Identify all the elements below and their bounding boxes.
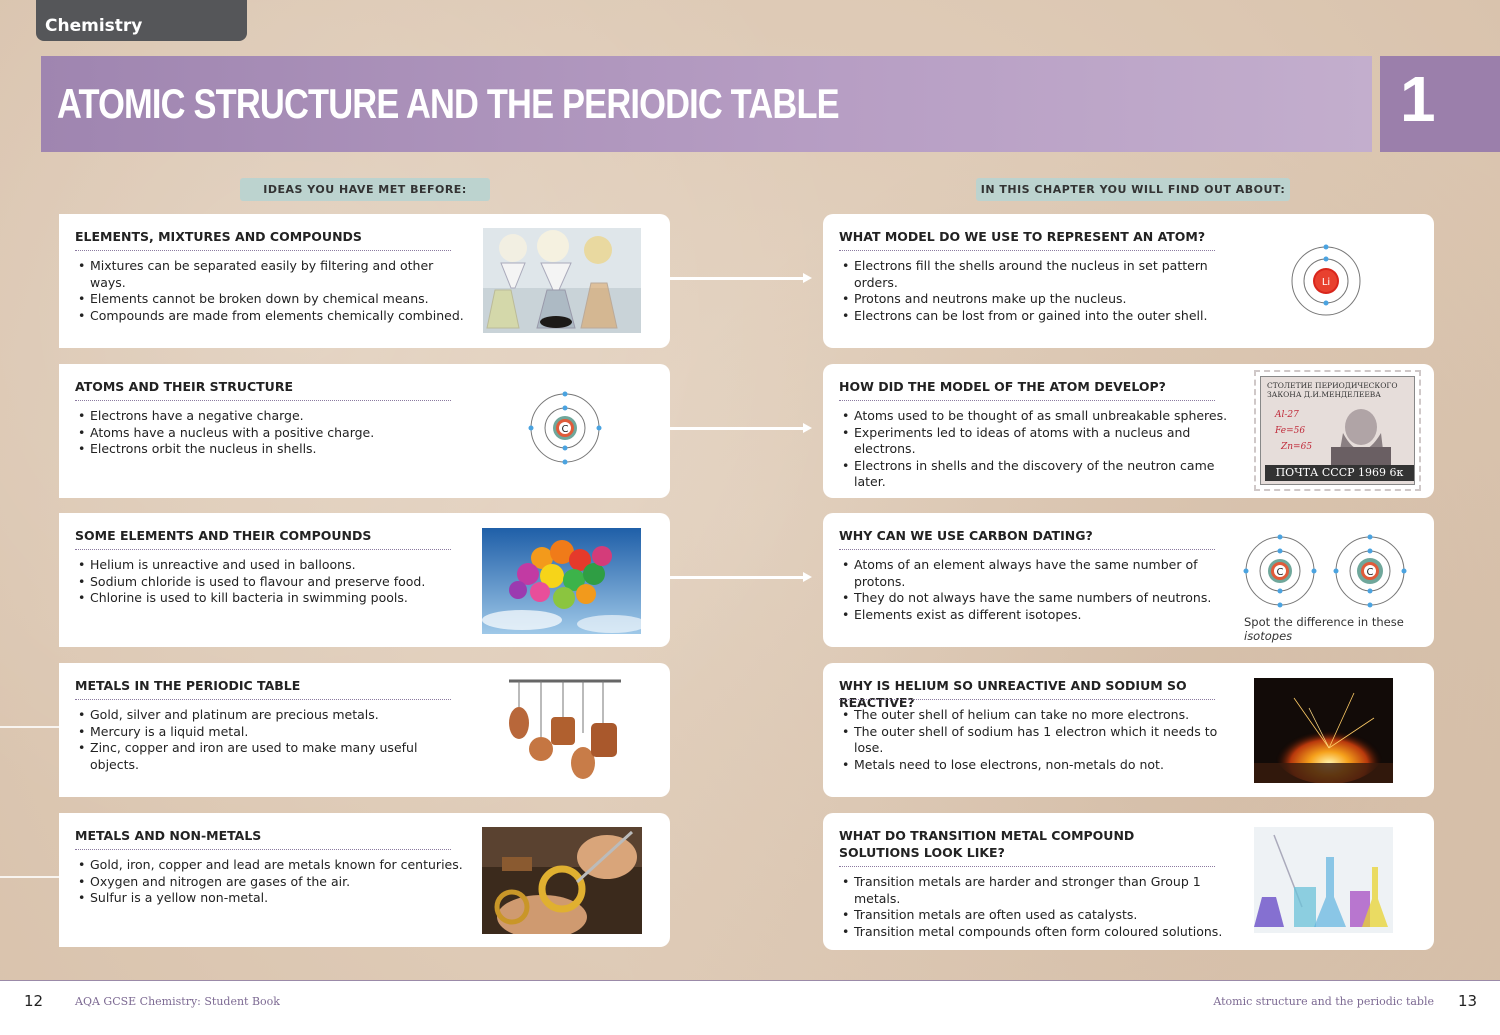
card-bullets — [839, 557, 1229, 623]
bullet-item: • Sulfur is a yellow non-metal. — [75, 890, 465, 907]
right-page-number: 13 — [1458, 992, 1478, 1010]
right-card-helium-sodium — [823, 663, 1434, 797]
isotopes-caption — [1244, 615, 1404, 643]
bullet-item: • The outer shell of sodium has 1 electron which it needs to lose. — [839, 724, 1229, 757]
section-label-chapter: IN THIS CHAPTER YOU WILL FIND OUT ABOUT: — [976, 178, 1290, 201]
card-title: METALS IN THE PERIODIC TABLE — [75, 678, 301, 693]
right-card-transition-metals — [823, 813, 1434, 950]
bullet-item: • Metals need to lose electrons, non-metals do not. — [839, 757, 1229, 774]
card-title: WHY CAN WE USE CARBON DATING? — [839, 528, 1093, 543]
mendeleev-stamp — [1254, 370, 1421, 491]
lithium-atom-diagram — [1287, 242, 1367, 322]
card-title: HOW DID THE MODEL OF THE ATOM DEVELOP? — [839, 379, 1166, 394]
left-card-elements-mixtures — [59, 214, 670, 348]
card-divider — [75, 250, 451, 251]
card-title: ATOMS AND THEIR STRUCTURE — [75, 379, 293, 394]
coloured-solutions-photo — [1254, 827, 1393, 933]
chapter-number: 1 — [1400, 63, 1436, 135]
card-divider — [75, 849, 451, 850]
bullet-item: • Transition metals are often used as catalysts. — [839, 907, 1229, 924]
bullet-item: • Electrons have a negative charge. — [75, 408, 465, 425]
left-card-atoms-structure — [59, 364, 670, 498]
bullet-item: • They do not always have the same numbers of neutrons. — [839, 590, 1229, 607]
card-bullets — [839, 258, 1229, 324]
right-card-carbon-dating — [823, 513, 1434, 647]
bullet-item: • Atoms of an element always have the same number of protons. — [839, 557, 1229, 590]
card-divider — [839, 250, 1215, 251]
connector-arrow — [670, 277, 806, 280]
left-card-metals-periodic — [59, 663, 670, 797]
atom-symbol: C — [561, 424, 569, 435]
card-divider — [75, 549, 451, 550]
card-bullets — [839, 707, 1229, 773]
bullet-item: • Zinc, copper and iron are used to make many useful objects. — [75, 740, 465, 773]
connector-arrow — [670, 576, 806, 579]
isotope-atom — [1334, 535, 1407, 608]
chapter-title: ATOMIC STRUCTURE AND THE PERIODIC TABLE — [57, 80, 839, 127]
section-label-before: IDEAS YOU HAVE MET BEFORE: — [240, 178, 490, 201]
chapter-banner — [41, 56, 1372, 152]
bullet-item: • Chlorine is used to kill bacteria in swimming pools. — [75, 590, 465, 607]
connector-arrow — [670, 427, 806, 430]
bullet-item: • Transition metals are harder and stronger than Group 1 metals. — [839, 874, 1229, 907]
chapter-running-title: Atomic structure and the periodic table — [1213, 995, 1434, 1008]
sodium-reaction-photo — [1254, 678, 1393, 783]
bullet-item: • Helium is unreactive and used in balloons. — [75, 557, 465, 574]
atom-symbol: Li — [1321, 277, 1331, 288]
card-title: SOME ELEMENTS AND THEIR COMPOUNDS — [75, 528, 372, 543]
card-divider — [839, 699, 1215, 700]
card-bullets — [75, 258, 465, 324]
right-card-atom-model — [823, 214, 1434, 348]
mendeleev-portrait — [1261, 397, 1415, 467]
stamp-face — [1260, 376, 1415, 485]
lab-filtering-photo — [483, 228, 641, 333]
bullet-item: • Experiments led to ideas of atoms with a nucleus and electrons. — [839, 425, 1229, 458]
card-bullets — [839, 874, 1229, 940]
incoming-line — [0, 876, 59, 878]
bullet-item: • Atoms have a nucleus with a positive charge. — [75, 425, 465, 442]
carbon-isotopes-diagram — [1241, 531, 1411, 615]
card-divider — [839, 866, 1215, 867]
bullet-item: • Sodium chloride is used to flavour and preserve food. — [75, 574, 465, 591]
left-page-number: 12 — [24, 992, 44, 1010]
bullet-item: • Mixtures can be separated easily by filtering and other ways. — [75, 258, 465, 291]
card-divider — [75, 400, 451, 401]
chapter-number-box — [1380, 56, 1500, 152]
bullet-item: • Oxygen and nitrogen are gases of the air. — [75, 874, 465, 891]
book-title: AQA GCSE Chemistry: Student Book — [75, 995, 280, 1008]
bullet-item: • Electrons fill the shells around the nucleus in set pattern orders. — [839, 258, 1229, 291]
atom-symbol: C — [1366, 567, 1374, 578]
bullet-item: • Atoms used to be thought of as small unbreakable spheres. — [839, 408, 1229, 425]
right-card-atom-history — [823, 364, 1434, 498]
bullet-item: • Electrons in shells and the discovery of the neutron came later. — [839, 458, 1229, 491]
isotope-atom — [1244, 535, 1317, 608]
card-divider — [75, 699, 451, 700]
stamp-bottom-text: ПОЧТА СССР 1969 6к — [1265, 465, 1414, 481]
card-bullets — [75, 557, 465, 607]
card-divider — [839, 549, 1215, 550]
subject-tab — [36, 0, 247, 41]
bullet-item: • Electrons can be lost from or gained into the outer shell. — [839, 308, 1229, 325]
bullet-item: • Compounds are made from elements chemically combined. — [75, 308, 465, 325]
incoming-line — [0, 726, 59, 728]
caption-italic: isotopes — [1244, 629, 1293, 643]
goldsmith-photo — [482, 827, 642, 934]
left-card-metals-nonmetals — [59, 813, 670, 947]
footer — [0, 981, 1500, 1035]
card-title: WHY IS HELIUM SO UNREACTIVE AND SODIUM SO REACTIVE? — [839, 678, 1187, 710]
card-title: WHAT DO TRANSITION METAL COMPOUND SOLUTIONS LOOK LIKE? — [839, 828, 1135, 860]
bullet-item: • Elements exist as different isotopes. — [839, 607, 1229, 624]
stamp-top-text: СТОЛЕТИЕ ПЕРИОДИЧЕСКОГО ЗАКОНА Д.И.МЕНДЕЛЕЕВА — [1267, 381, 1398, 399]
subject-label: Chemistry — [45, 16, 143, 36]
card-bullets — [75, 857, 465, 907]
atom-symbol: C — [1276, 567, 1284, 578]
card-bullets — [75, 707, 465, 773]
bullet-item: • Transition metal compounds often form coloured solutions. — [839, 924, 1229, 941]
bullet-item: • Elements cannot be broken down by chemical means. — [75, 291, 465, 308]
card-title: METALS AND NON-METALS — [75, 828, 262, 843]
bullet-item: • The outer shell of helium can take no more electrons. — [839, 707, 1229, 724]
bullet-item: • Electrons orbit the nucleus in shells. — [75, 441, 465, 458]
carbon-atom-diagram — [525, 390, 605, 470]
card-bullets — [839, 408, 1229, 491]
svg-text:Al-27: Al-27 — [1275, 410, 1299, 420]
card-title: WHAT MODEL DO WE USE TO REPRESENT AN ATOM? — [839, 229, 1206, 244]
bullet-item: • Mercury is a liquid metal. — [75, 724, 465, 741]
bullet-item: • Gold, iron, copper and lead are metals known for centuries. — [75, 857, 465, 874]
balloons-photo — [482, 528, 641, 634]
caption-text: Spot the difference in these — [1244, 615, 1404, 629]
card-bullets — [75, 408, 465, 458]
bullet-item: • Gold, silver and platinum are precious metals. — [75, 707, 465, 724]
left-card-elements-compounds — [59, 513, 670, 647]
card-divider — [839, 400, 1215, 401]
card-title: ELEMENTS, MIXTURES AND COMPOUNDS — [75, 229, 362, 244]
svg-text:Fe=56: Fe=56 — [1275, 426, 1306, 436]
bullet-item: • Protons and neutrons make up the nucleus. — [839, 291, 1229, 308]
copper-pans-photo — [505, 677, 625, 785]
svg-text:Zn=65: Zn=65 — [1281, 442, 1313, 452]
